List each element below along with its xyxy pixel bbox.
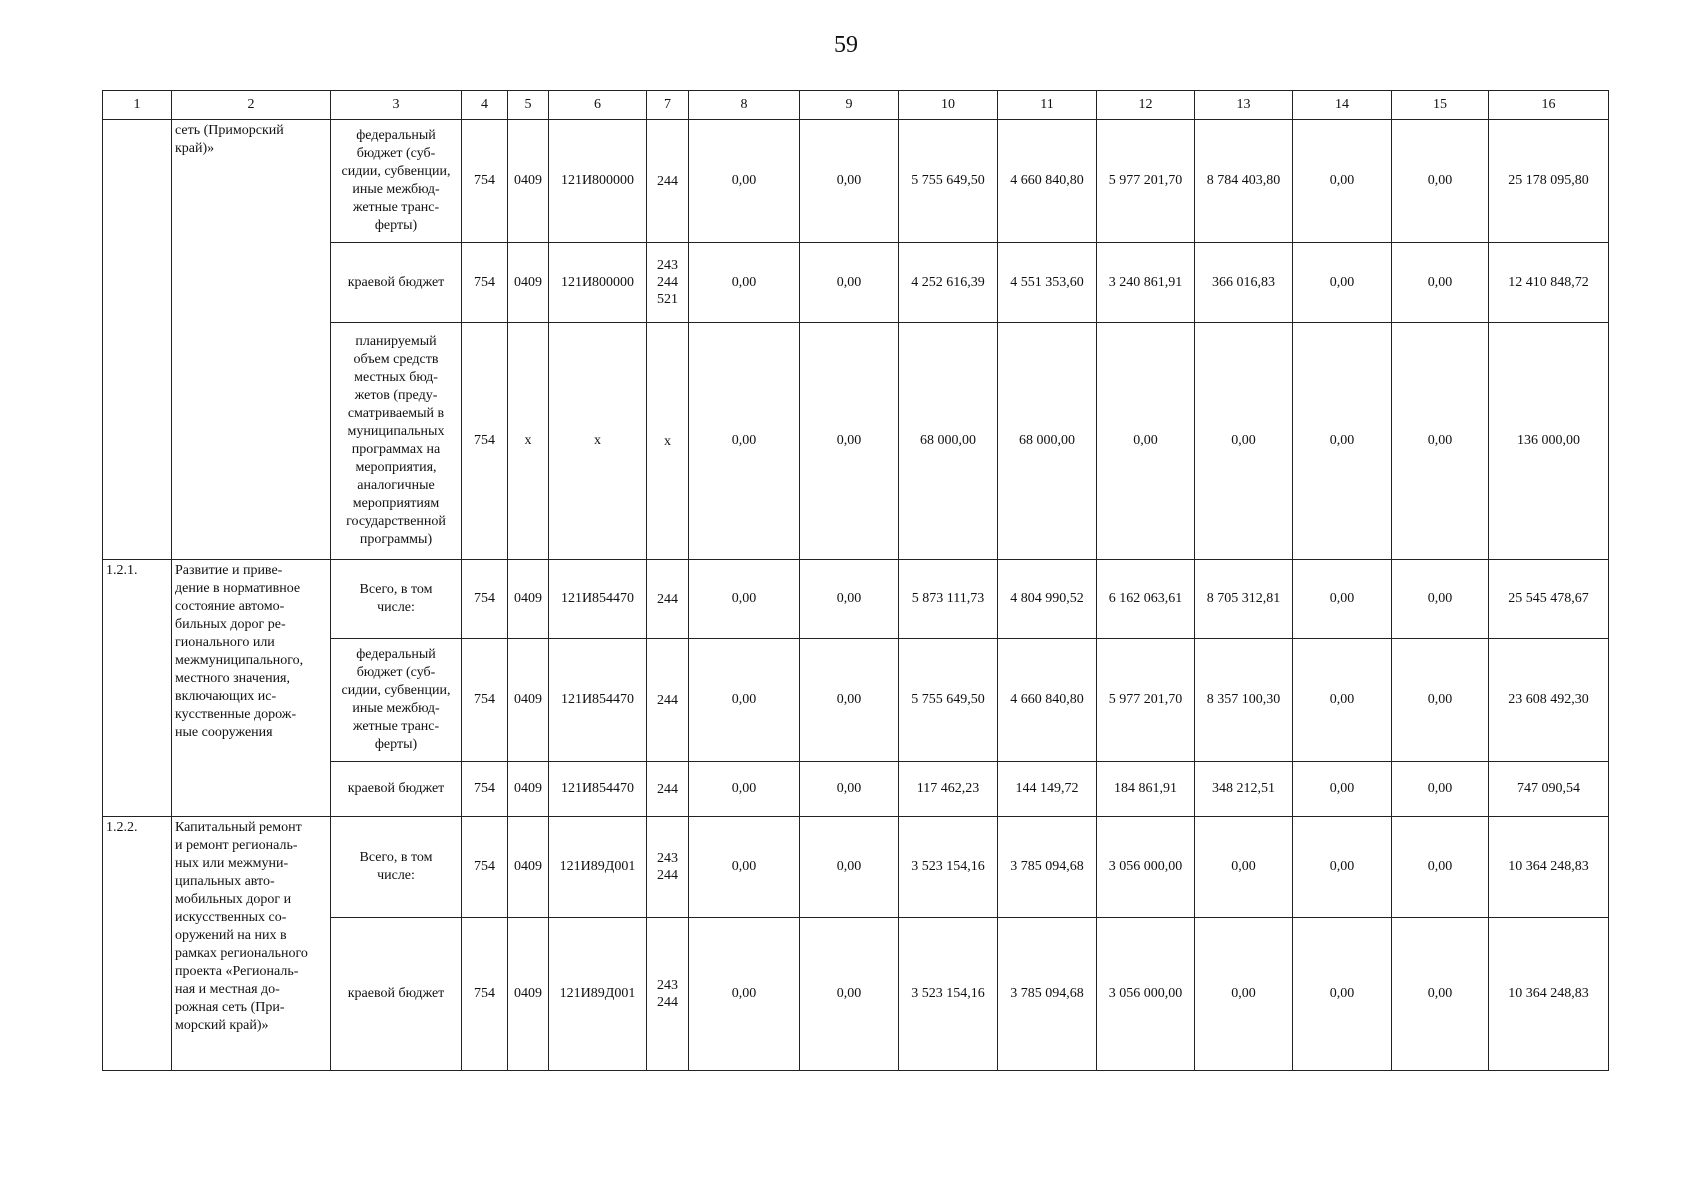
grbs-code: 754 — [462, 817, 508, 918]
header-cell: 11 — [998, 91, 1097, 120]
amount-cell: 117 462,23 — [899, 762, 998, 817]
amount-cell: 0,00 — [689, 323, 800, 560]
amount-cell: 68 000,00 — [899, 323, 998, 560]
amount-cell: 0,00 — [1392, 762, 1489, 817]
funding-source: планируемый объем средств местных бюд- жетов (преду- сматриваемый в муниципальных программах на мероприятия, аналогичные мероприятиям государственной программы) — [331, 323, 462, 560]
total-cell: 25 545 478,67 — [1489, 560, 1609, 639]
amount-cell: 5 977 201,70 — [1097, 120, 1195, 243]
target-code: 121И854470 — [549, 560, 647, 639]
section-code: 0409 — [508, 560, 549, 639]
section-code: 0409 — [508, 918, 549, 1071]
amount-cell: 0,00 — [1097, 323, 1195, 560]
amount-cell: 0,00 — [800, 243, 899, 323]
target-code: 121И89Д001 — [549, 817, 647, 918]
table-row — [103, 560, 1609, 639]
total-cell: 10 364 248,83 — [1489, 817, 1609, 918]
grbs-code: 754 — [462, 323, 508, 560]
amount-cell: 348 212,51 — [1195, 762, 1293, 817]
expense-type-code: 244 — [647, 560, 689, 639]
amount-cell: 0,00 — [1392, 560, 1489, 639]
header-cell: 14 — [1293, 91, 1392, 120]
amount-cell: 0,00 — [1195, 323, 1293, 560]
grbs-code: 754 — [462, 918, 508, 1071]
amount-cell: 3 523 154,16 — [899, 918, 998, 1071]
funding-source: краевой бюджет — [331, 243, 462, 323]
amount-cell: 0,00 — [1293, 120, 1392, 243]
header-cell: 4 — [462, 91, 508, 120]
header-cell: 12 — [1097, 91, 1195, 120]
grbs-code: 754 — [462, 243, 508, 323]
target-code: 121И854470 — [549, 639, 647, 762]
amount-cell: 0,00 — [800, 918, 899, 1071]
amount-cell: 68 000,00 — [998, 323, 1097, 560]
amount-cell: 0,00 — [1293, 560, 1392, 639]
funding-source: краевой бюджет — [331, 762, 462, 817]
amount-cell: 4 660 840,80 — [998, 639, 1097, 762]
page-number: 59 — [834, 32, 858, 58]
amount-cell: 0,00 — [689, 560, 800, 639]
amount-cell: 0,00 — [689, 243, 800, 323]
amount-cell: 0,00 — [800, 120, 899, 243]
amount-cell: 0,00 — [800, 639, 899, 762]
funding-source: Всего, в том числе: — [331, 817, 462, 918]
header-cell: 8 — [689, 91, 800, 120]
amount-cell: 0,00 — [1195, 918, 1293, 1071]
amount-cell: 6 162 063,61 — [1097, 560, 1195, 639]
amount-cell: 0,00 — [800, 560, 899, 639]
amount-cell: 0,00 — [1392, 243, 1489, 323]
amount-cell: 0,00 — [689, 762, 800, 817]
item-number: 1.2.2. — [103, 817, 172, 1071]
item-name: Капитальный ремонт и ремонт региональ- ных или межмуни- ципальных авто- мобильных дорог и искусственных со- оружений на них в рамках регионального проекта «Региональ- ная и местная до- рожная сеть (При- морский край)» — [172, 817, 331, 1071]
total-cell: 25 178 095,80 — [1489, 120, 1609, 243]
section-code: 0409 — [508, 120, 549, 243]
table-row — [103, 817, 1609, 918]
header-cell: 1 — [103, 91, 172, 120]
amount-cell: 0,00 — [1293, 243, 1392, 323]
total-cell: 23 608 492,30 — [1489, 639, 1609, 762]
funding-source: краевой бюджет — [331, 918, 462, 1071]
grbs-code: 754 — [462, 120, 508, 243]
amount-cell: 0,00 — [689, 918, 800, 1071]
amount-cell: 0,00 — [1293, 817, 1392, 918]
expense-type-code: x — [647, 323, 689, 560]
amount-cell: 5 977 201,70 — [1097, 639, 1195, 762]
header-row — [103, 91, 1609, 120]
amount-cell: 0,00 — [689, 639, 800, 762]
expense-type-code: 244 — [647, 762, 689, 817]
header-cell: 16 — [1489, 91, 1609, 120]
amount-cell: 3 523 154,16 — [899, 817, 998, 918]
section-code: 0409 — [508, 639, 549, 762]
total-cell: 12 410 848,72 — [1489, 243, 1609, 323]
amount-cell: 3 785 094,68 — [998, 817, 1097, 918]
amount-cell: 0,00 — [800, 323, 899, 560]
amount-cell: 4 252 616,39 — [899, 243, 998, 323]
amount-cell: 3 056 000,00 — [1097, 817, 1195, 918]
amount-cell: 5 873 111,73 — [899, 560, 998, 639]
target-code: 121И800000 — [549, 120, 647, 243]
amount-cell: 8 357 100,30 — [1195, 639, 1293, 762]
amount-cell: 3 785 094,68 — [998, 918, 1097, 1071]
amount-cell: 8 784 403,80 — [1195, 120, 1293, 243]
amount-cell: 0,00 — [1392, 120, 1489, 243]
target-code: 121И854470 — [549, 762, 647, 817]
header-cell: 10 — [899, 91, 998, 120]
expense-type-code: 243 244 — [647, 918, 689, 1071]
budget-table — [102, 90, 1609, 1071]
expense-type-code: 244 — [647, 120, 689, 243]
target-code: 121И89Д001 — [549, 918, 647, 1071]
amount-cell: 184 861,91 — [1097, 762, 1195, 817]
section-code: 0409 — [508, 762, 549, 817]
expense-type-code: 243 244 521 — [647, 243, 689, 323]
target-code: 121И800000 — [549, 243, 647, 323]
amount-cell: 144 149,72 — [998, 762, 1097, 817]
table-row — [103, 120, 1609, 243]
section-code: x — [508, 323, 549, 560]
header-cell: 13 — [1195, 91, 1293, 120]
amount-cell: 0,00 — [800, 762, 899, 817]
amount-cell: 0,00 — [1392, 918, 1489, 1071]
amount-cell: 0,00 — [1392, 817, 1489, 918]
header-cell: 7 — [647, 91, 689, 120]
amount-cell: 0,00 — [1293, 918, 1392, 1071]
funding-source: федеральный бюджет (суб- сидии, субвенции, иные межбюд- жетные транс- ферты) — [331, 639, 462, 762]
amount-cell: 0,00 — [1293, 762, 1392, 817]
amount-cell: 366 016,83 — [1195, 243, 1293, 323]
amount-cell: 0,00 — [1195, 817, 1293, 918]
funding-source: федеральный бюджет (суб- сидии, субвенции, иные межбюд- жетные транс- ферты) — [331, 120, 462, 243]
header-cell: 15 — [1392, 91, 1489, 120]
amount-cell: 5 755 649,50 — [899, 639, 998, 762]
funding-source: Всего, в том числе: — [331, 560, 462, 639]
total-cell: 136 000,00 — [1489, 323, 1609, 560]
amount-cell: 3 240 861,91 — [1097, 243, 1195, 323]
amount-cell: 4 660 840,80 — [998, 120, 1097, 243]
grbs-code: 754 — [462, 560, 508, 639]
amount-cell: 0,00 — [689, 120, 800, 243]
grbs-code: 754 — [462, 639, 508, 762]
amount-cell: 0,00 — [1293, 323, 1392, 560]
item-number: 1.2.1. — [103, 560, 172, 817]
amount-cell: 8 705 312,81 — [1195, 560, 1293, 639]
target-code: x — [549, 323, 647, 560]
amount-cell: 4 551 353,60 — [998, 243, 1097, 323]
amount-cell: 0,00 — [1293, 639, 1392, 762]
item-name: сеть (Приморский край)» — [172, 120, 331, 560]
expense-type-code: 244 — [647, 639, 689, 762]
grbs-code: 754 — [462, 762, 508, 817]
expense-type-code: 243 244 — [647, 817, 689, 918]
total-cell: 747 090,54 — [1489, 762, 1609, 817]
amount-cell: 0,00 — [689, 817, 800, 918]
header-cell: 9 — [800, 91, 899, 120]
amount-cell: 0,00 — [800, 817, 899, 918]
header-cell: 3 — [331, 91, 462, 120]
total-cell: 10 364 248,83 — [1489, 918, 1609, 1071]
item-number — [103, 120, 172, 560]
item-name: Развитие и приве- дение в нормативное состояние автомо- бильных дорог ре- гионального или межмуниципального, местного значения, включающих ис- кусственные дорож- ные сооружения — [172, 560, 331, 817]
header-cell: 5 — [508, 91, 549, 120]
amount-cell: 4 804 990,52 — [998, 560, 1097, 639]
section-code: 0409 — [508, 817, 549, 918]
header-cell: 2 — [172, 91, 331, 120]
amount-cell: 0,00 — [1392, 323, 1489, 560]
section-code: 0409 — [508, 243, 549, 323]
amount-cell: 3 056 000,00 — [1097, 918, 1195, 1071]
amount-cell: 0,00 — [1392, 639, 1489, 762]
header-cell: 6 — [549, 91, 647, 120]
amount-cell: 5 755 649,50 — [899, 120, 998, 243]
